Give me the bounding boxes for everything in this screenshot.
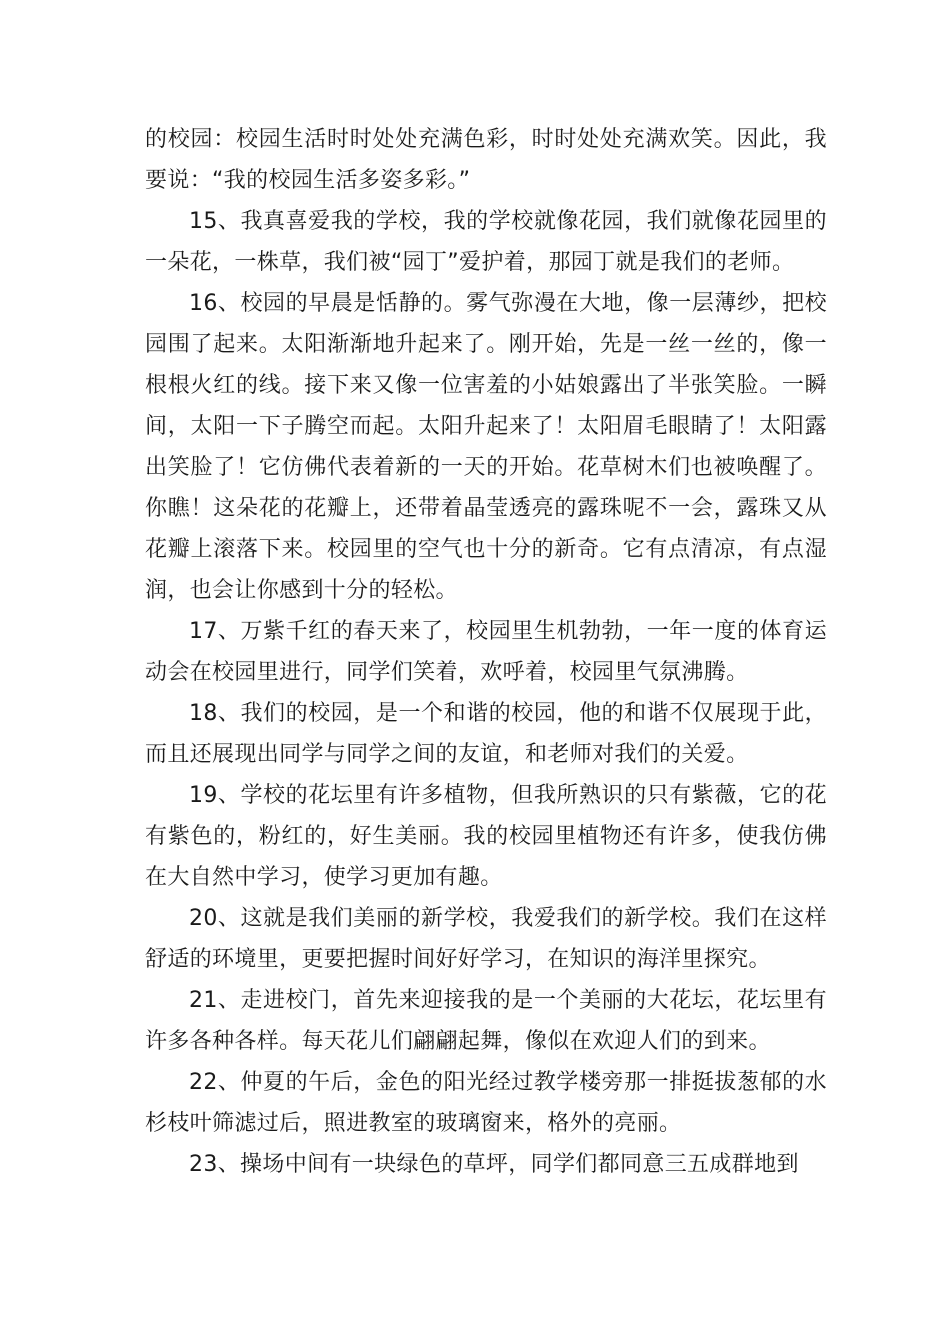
paragraph-16: 16、校园的早晨是恬静的。雾气弥漫在大地，像一层薄纱，把校园围了起来。太阳渐渐地升起来了。刚开始，先是一丝一丝的，像一根根火红的线。接下来又像一位害羞的小姑娘露出了半张笑脸。一瞬间，太阳一下子腾空而起。太阳升起来了！太阳眉毛眼睛了！太阳露出笑脸了！它仿佛代表着新的一天的开始。花草树木们也被唤醒了。你瞧！这朵花的花瓣上，还带着晶莹透亮的露珠呢不一会，露珠又从花瓣上滚落下来。校园里的空气也十分的新奇。它有点清凉，有点湿润，也会让你感到十分的轻松。 <box>145 291 827 603</box>
paragraph-19: 19、学校的花坛里有许多植物，但我所熟识的只有紫薇，它的花有紫色的，粉红的，好生美丽。我的校园里植物还有许多，使我仿佛在大自然中学习，使学习更加有趣。 <box>145 783 827 890</box>
paragraph-23: 23、操场中间有一块绿色的草坪，同学们都同意三五成群地到 <box>189 1152 799 1177</box>
paragraph-15: 15、我真喜爱我的学校，我的学校就像花园，我们就像花园里的一朵花，一株草，我们被“园丁”爱护着，那园丁就是我们的老师。 <box>145 209 827 275</box>
document-body <box>145 119 827 1185</box>
paragraph-22: 22、仲夏的午后，金色的阳光经过教学楼旁那一排挺拔葱郁的水杉枝叶筛滤过后，照进教室的玻璃窗来，格外的亮丽。 <box>145 1070 827 1136</box>
paragraph-17: 17、万紫千红的春天来了，校园里生机勃勃，一年一度的体育运动会在校园里进行，同学们笑着，欢呼着，校园里气氛沸腾。 <box>145 619 827 685</box>
paragraph-continued: 的校园：校园生活时时处处充满色彩，时时处处充满欢笑。因此，我要说：“我的校园生活多姿多彩。” <box>145 127 827 193</box>
paragraph-21: 21、走进校门，首先来迎接我的是一个美丽的大花坛，花坛里有许多各种各样。每天花儿们翩翩起舞，像似在欢迎人们的到来。 <box>145 988 827 1054</box>
paragraph-20: 20、这就是我们美丽的新学校，我爱我们的新学校。我们在这样舒适的环境里，更要把握时间好好学习，在知识的海洋里探究。 <box>145 906 827 972</box>
paragraph-18: 18、我们的校园，是一个和谐的校园，他的和谐不仅展现于此，而且还展现出同学与同学之间的友谊，和老师对我们的关爱。 <box>145 701 827 767</box>
